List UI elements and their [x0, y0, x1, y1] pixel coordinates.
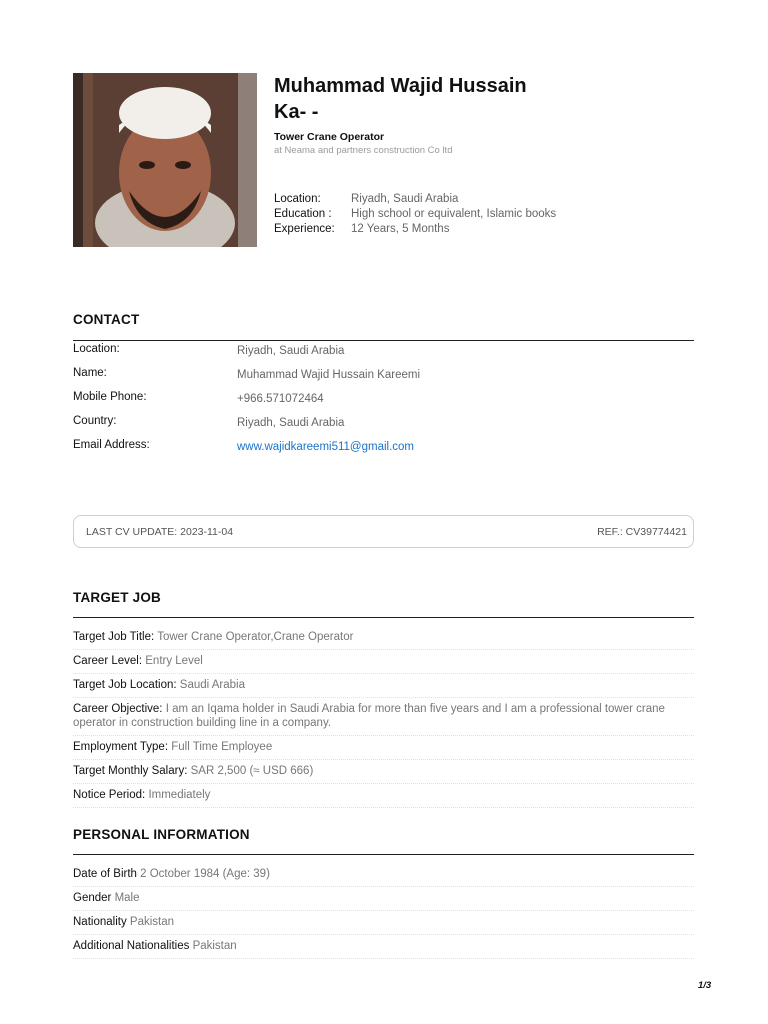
target-job-list [73, 626, 694, 808]
item-value: 2 October 1984 (Age: 39) [140, 868, 270, 880]
contact-row-name [73, 366, 694, 390]
contact-label: Location: [73, 343, 120, 355]
item-value: Male [114, 892, 140, 904]
item-value: Pakistan [129, 916, 175, 928]
personal-info-list [73, 863, 694, 959]
contact-label: Name: [73, 367, 107, 379]
item-value: SAR 2,500 (≈ USD 666) [190, 765, 314, 777]
target-job-divider [73, 617, 694, 618]
item-label: Date of Birth [73, 868, 137, 880]
candidate-name-line1: Muhammad Wajid Hussain [274, 75, 527, 97]
item-value: Saudi Arabia [179, 679, 245, 691]
personal-info-item [73, 935, 694, 959]
summary-row-location [274, 192, 556, 207]
contact-label: Mobile Phone: [73, 391, 147, 403]
profile-header [274, 73, 714, 156]
cv-reference: REF.: CV39774421 [597, 525, 687, 538]
item-label: Employment Type: [73, 741, 169, 753]
summary-value: Riyadh, Saudi Arabia [351, 193, 459, 205]
item-label: Target Job Location: [73, 679, 177, 691]
item-value: Immediately [148, 789, 211, 801]
contact-value: Muhammad Wajid Hussain Kareemi [237, 369, 421, 381]
item-value: Pakistan [192, 940, 237, 952]
contact-label: Country: [73, 415, 117, 427]
personal-info-item [73, 911, 694, 935]
profile-summary [274, 192, 556, 237]
profile-photo-icon [73, 73, 257, 247]
summary-row-education [274, 207, 556, 222]
personal-info-section-title: PERSONAL INFORMATION [73, 827, 250, 842]
summary-label: Education : [274, 208, 332, 220]
candidate-name-line2: Ka- - [274, 101, 319, 123]
item-label: Additional Nationalities [73, 940, 190, 952]
contact-row-mobile [73, 390, 694, 414]
item-label: Nationality [73, 916, 127, 928]
current-job-title: Tower Crane Operator [274, 131, 385, 143]
personal-info-item [73, 863, 694, 887]
item-label: Target Monthly Salary: [73, 765, 188, 777]
contact-value: Riyadh, Saudi Arabia [237, 417, 345, 429]
item-value: I am an Iqama holder in Saudi Arabia for more than five years and I am a professional tower crane operator in construction building line in a company. [73, 703, 665, 729]
email-link[interactable]: www.wajidkareemi511@gmail.com [237, 441, 414, 453]
target-job-item [73, 650, 694, 674]
summary-label: Experience: [274, 223, 335, 235]
contact-value: Riyadh, Saudi Arabia [237, 345, 345, 357]
target-job-item [73, 626, 694, 650]
profile-photo [73, 73, 257, 247]
item-label: Gender [73, 892, 112, 904]
contact-list [73, 342, 694, 462]
item-label: Notice Period: [73, 789, 146, 801]
cv-update-bar [73, 515, 694, 548]
item-value: Full Time Employee [171, 741, 273, 753]
page-number: 1/3 [698, 980, 712, 991]
target-job-item [73, 698, 694, 736]
personal-info-item [73, 887, 694, 911]
summary-value: 12 Years, 5 Months [351, 223, 450, 235]
contact-row-email [73, 438, 694, 462]
summary-label: Location: [274, 193, 321, 205]
target-job-item [73, 736, 694, 760]
personal-info-divider [73, 854, 694, 855]
item-label: Career Level: [73, 655, 143, 667]
contact-row-country [73, 414, 694, 438]
item-label: Career Objective: [73, 703, 163, 715]
item-value: Tower Crane Operator,Crane Operator [157, 631, 354, 643]
target-job-item [73, 784, 694, 808]
contact-section-title: CONTACT [73, 312, 140, 327]
current-company: at Neama and partners construction Co ltd [274, 145, 453, 156]
target-job-section-title: TARGET JOB [73, 590, 162, 605]
contact-divider [73, 340, 694, 341]
item-value: Entry Level [145, 655, 203, 667]
contact-row-location [73, 342, 694, 366]
summary-row-experience [274, 222, 556, 237]
target-job-item [73, 674, 694, 698]
contact-label: Email Address: [73, 439, 150, 451]
last-cv-update: LAST CV UPDATE: 2023-11-04 [86, 525, 234, 538]
contact-value: +966.571072464 [237, 393, 324, 405]
summary-value: High school or equivalent, Islamic books [351, 208, 557, 220]
target-job-item [73, 760, 694, 784]
item-label: Target Job Title: [73, 631, 155, 643]
